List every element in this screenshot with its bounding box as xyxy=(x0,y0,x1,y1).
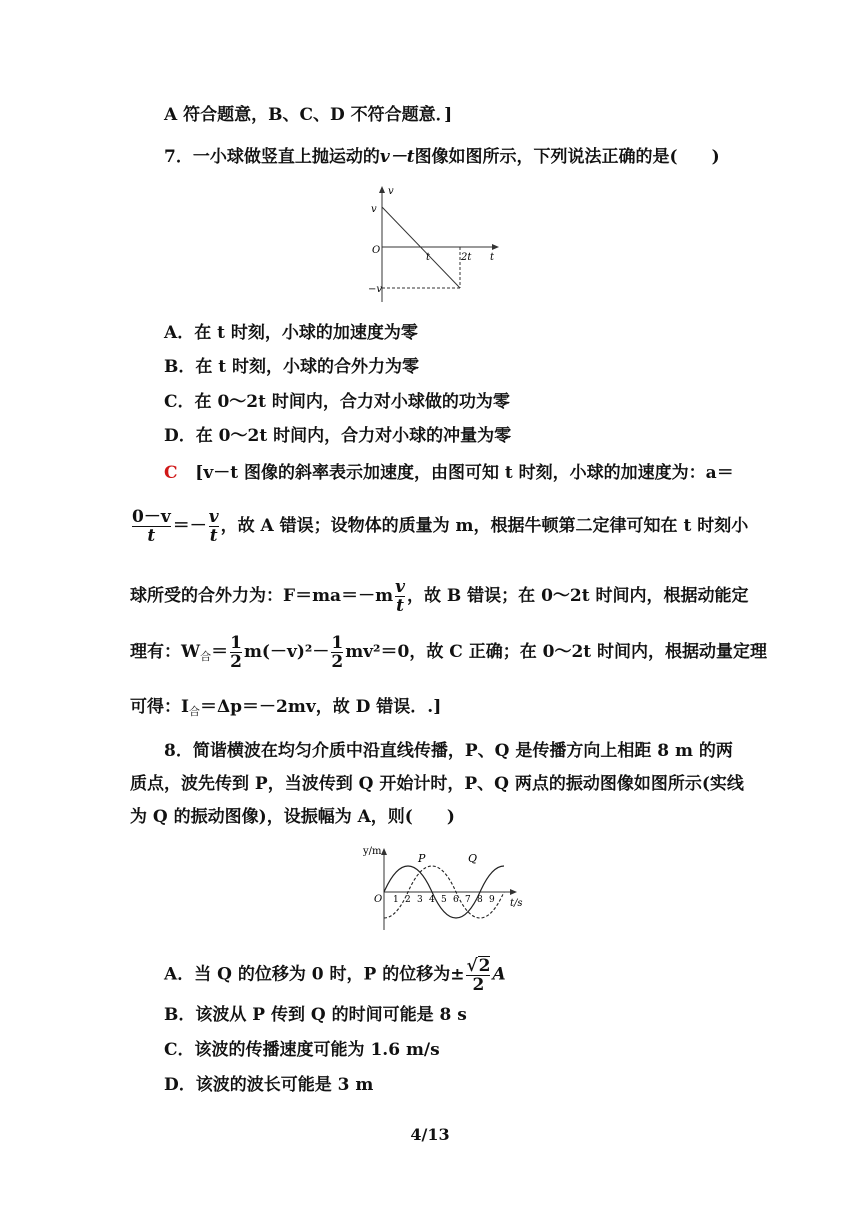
q8-tick-1: 1 xyxy=(393,895,399,905)
q7-stem xyxy=(164,146,720,168)
q7-solution-text-2: ，故 A 错误；设物体的质量为 m，根据牛顿第二定律可知在 t 时刻小 xyxy=(220,516,749,536)
q8-option-c: C．该波的传播速度可能为 1.6 m/s xyxy=(164,1040,440,1060)
q8-origin-label: O xyxy=(374,894,383,905)
page-number: 4/13 xyxy=(410,1125,450,1144)
q8-tick-3: 3 xyxy=(417,895,423,905)
q8-x-axis-label: t/s xyxy=(510,898,523,909)
q7-stem-prefix: 7．一小球做竖直上抛运动的 xyxy=(164,147,380,167)
q7-stem-suffix: 图像如图所示，下列说法正确的是( ) xyxy=(414,147,720,167)
q8-tick-5: 5 xyxy=(441,895,447,905)
q7-y-top-label: v xyxy=(371,204,377,215)
q8-tick-9: 9 xyxy=(489,895,495,905)
q7-x-tick-t: t xyxy=(426,252,431,263)
q8-option-b: B．该波从 P 传到 Q 的时间可能是 8 s xyxy=(164,1005,467,1025)
q8-option-a: A．当 Q 的位移为 0 时，P 的位移为± $\frac{√2}{2}$ A xyxy=(164,956,506,995)
q7-x-axis-label: t xyxy=(490,252,495,263)
q8-tick-7: 7 xyxy=(465,895,471,905)
q7-vt-graph xyxy=(368,184,508,306)
q8-vibration-graph xyxy=(360,840,532,932)
q7-solution-line-3: 球所受的合外力为：F＝ma＝－m $\frac{v}{t}$ ，故 B 错误；在 0～2t 时间内，根据动能定 xyxy=(130,577,749,616)
carryover-line: A 符合题意，B、C、D 不符合题意．] xyxy=(164,105,453,125)
q7-answer-letter: C xyxy=(164,463,178,483)
q7-option-b: B．在 t 时刻，小球的合外力为零 xyxy=(164,357,420,377)
q8-y-axis-label: y/m xyxy=(363,846,382,857)
q7-solution-line-1 xyxy=(164,462,734,484)
q8-option-d: D．该波的波长可能是 3 m xyxy=(164,1075,374,1095)
q7-y-axis-label: v xyxy=(388,186,394,197)
q8-tick-8: 8 xyxy=(477,895,483,905)
q8-tick-6: 6 xyxy=(453,895,459,905)
q7-solution-text-1: [v－t 图像的斜率表示加速度，由图可知 t 时刻，小球的加速度为：a＝ xyxy=(195,463,734,483)
q7-solution-text-3: ，故 B 错误；在 0～2t 时间内，根据动能定 xyxy=(406,586,749,606)
q8-sqrt2-over-2: $\frac{√2}{2}$ xyxy=(466,956,491,995)
q7-stem-var: v－t xyxy=(379,147,415,167)
q7-origin-label: O xyxy=(372,245,381,256)
q8-label-p: P xyxy=(418,852,426,865)
q7-x-tick-2t: 2t xyxy=(461,252,472,263)
q7-fraction-1: $\frac{0-v}{t}$ xyxy=(132,507,171,546)
q7-fraction-2: $\frac{v}{t}$ xyxy=(208,507,219,546)
q7-solution-text-4: mv²＝0，故 C 正确；在 0～2t 时间内，根据动量定理 xyxy=(345,642,768,662)
q8-stem-line-3: 为 Q 的振动图像)，设振幅为 A，则( ) xyxy=(130,807,455,827)
q7-half-2: $\frac{1}{2}$ xyxy=(331,633,344,672)
q7-solution-line-4: 理有：$W_合=$ $\frac{1}{2}$ m(－v)²－ $\frac{1}{2}$ mv²＝0，故 C 正确；在 0～2t 时间内，根据动量定理 xyxy=(130,633,768,672)
q7-solution-line-2: $\frac{0-v}{t}$ ＝－ $\frac{v}{t}$ ，故 A 错误；设物体的质量为 m，根据牛顿第二定律可知在 t 时刻小 xyxy=(132,507,749,546)
q8-stem-line-1: 8．简谐横波在均匀介质中沿直线传播，P、Q 是传播方向上相距 8 m 的两 xyxy=(164,741,733,761)
q8-tick-2: 2 xyxy=(405,895,411,905)
q7-solution-line-5: 可得：$I_合=\Delta p=-2mv$，故 D 错误．.] xyxy=(130,697,442,718)
q8-stem-line-2: 质点，波先传到 P，当波传到 Q 开始计时，P、Q 两点的振动图像如图所示(实线 xyxy=(130,774,744,794)
q7-option-c: C．在 0～2t 时间内，合力对小球做的功为零 xyxy=(164,392,510,412)
q7-option-a: A．在 t 时刻，小球的加速度为零 xyxy=(164,323,418,343)
q8-tick-4: 4 xyxy=(429,895,435,905)
q7-fraction-3: $\frac{v}{t}$ xyxy=(395,577,405,616)
q7-y-bottom-label: −v xyxy=(368,284,383,295)
q7-half-1: $\frac{1}{2}$ xyxy=(230,633,242,672)
q8-label-q: Q xyxy=(468,852,478,865)
q7-option-d: D．在 0～2t 时间内，合力对小球的冲量为零 xyxy=(164,426,512,446)
